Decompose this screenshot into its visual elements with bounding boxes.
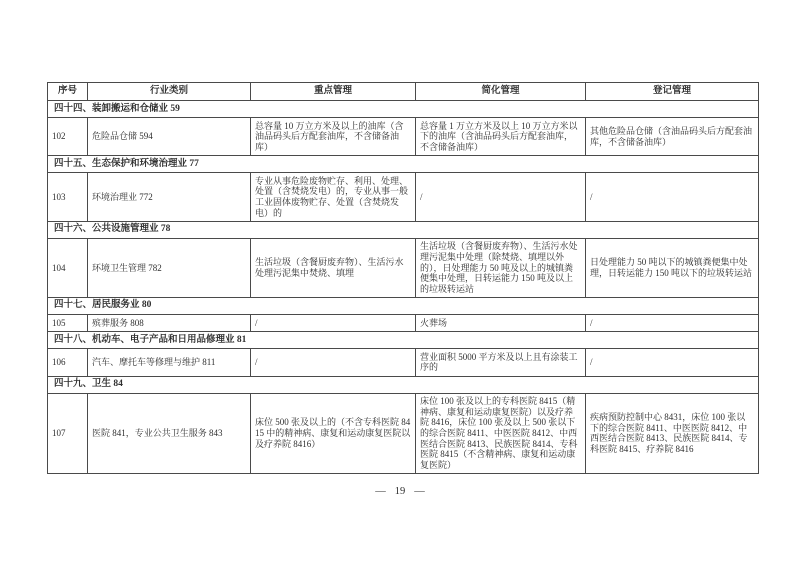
cell-simplified-management: 营业面积 5000 平方米及以上且有涂装工序的 (416, 349, 586, 376)
section-title: 四十五、生态保护和环境治理业 77 (48, 156, 759, 173)
section-title: 四十七、居民服务业 80 (48, 297, 759, 314)
cell-key-management: 床位 500 张及以上的（不含专科医院 8415 中的精神病、康复和运动康复医院以及疗养院 8416） (251, 393, 416, 473)
industry-management-table (47, 82, 759, 474)
cell-key-management: 生活垃圾（含餐厨废弃物）、生活污水处理污泥集中焚烧、填埋 (251, 238, 416, 297)
cell-registration-management: 其他危险品仓储（含油品码头后方配套油库，不含储备油库） (586, 118, 759, 156)
footer-dash-right: — (414, 486, 425, 497)
regulation-table-container (47, 82, 758, 474)
cell-key-management: / (251, 315, 416, 332)
cell-simplified-management: 火葬场 (416, 315, 586, 332)
cell-registration-management: / (586, 349, 759, 376)
table-header-row (48, 83, 759, 101)
cell-registration-management: 日处理能力 50 吨以下的城镇粪便集中处理，日转运能力 150 吨以下的垃圾转运站 (586, 238, 759, 297)
cell-registration-management: / (586, 315, 759, 332)
section-title: 四十六、公共设施管理业 78 (48, 221, 759, 238)
section-row-45 (48, 156, 759, 173)
cell-key-management: 专业从事危险废物贮存、利用、处理、处置（含焚烧发电）的，专业从事一般工业固体废物贮存、处置（含焚烧发电）的 (251, 173, 416, 221)
cell-simplified-management: 床位 100 张及以上的专科医院 8415（精神病、康复和运动康复医院）以及疗养院 8416，床位 100 张及以上 500 张以下的综合医院 8411、中医医院 8412、中西医结合医院 8413、民族医院 8414、专科医院 8415（不含精神病、康复和运动康复医院） (416, 393, 586, 473)
footer-dash-left: — (375, 486, 386, 497)
cell-serial: 105 (48, 315, 88, 332)
cell-registration-management: / (586, 173, 759, 221)
cell-serial: 102 (48, 118, 88, 156)
data-row-102 (48, 118, 759, 156)
cell-serial: 106 (48, 349, 88, 376)
data-row-107 (48, 393, 759, 473)
cell-industry: 汽车、摩托车等修理与维护 811 (88, 349, 251, 376)
cell-key-management: / (251, 349, 416, 376)
cell-simplified-management: 总容量 1 万立方米及以上 10 万立方米以下的油库（含油品码头后方配套油库，不含储备油库） (416, 118, 586, 156)
cell-serial: 104 (48, 238, 88, 297)
section-row-48 (48, 332, 759, 349)
column-header-industry: 行业类别 (88, 83, 251, 101)
cell-key-management: 总容量 10 万立方米及以上的油库（含油品码头后方配套油库，不含储备油库） (251, 118, 416, 156)
cell-simplified-management: 生活垃圾（含餐厨废弃物）、生活污水处理污泥集中处理（除焚烧、填埋以外的），日处理能力 50 吨及以上的城镇粪便集中处理，日转运能力 150 吨及以上的垃圾转运站 (416, 238, 586, 297)
section-row-47 (48, 297, 759, 314)
column-header-simplified-management: 简化管理 (416, 83, 586, 101)
cell-simplified-management: / (416, 173, 586, 221)
data-row-104 (48, 238, 759, 297)
data-row-105 (48, 315, 759, 332)
cell-industry: 医院 841，专业公共卫生服务 843 (88, 393, 251, 473)
section-row-46 (48, 221, 759, 238)
cell-serial: 103 (48, 173, 88, 221)
section-title: 四十四、装卸搬运和仓储业 59 (48, 101, 759, 118)
column-header-serial: 序号 (48, 83, 88, 101)
cell-serial: 107 (48, 393, 88, 473)
column-header-registration-management: 登记管理 (586, 83, 759, 101)
column-header-key-management: 重点管理 (251, 83, 416, 101)
page-number: 19 (394, 486, 406, 497)
cell-registration-management: 疾病预防控制中心 8431，床位 100 张以下的综合医院 8411、中医医院 8412、中西医结合医院 8413、民族医院 8414、专科医院 8415、疗养院 8416 (586, 393, 759, 473)
data-row-106 (48, 349, 759, 376)
section-title: 四十八、机动车、电子产品和日用品修理业 81 (48, 332, 759, 349)
cell-industry: 环境治理业 772 (88, 173, 251, 221)
cell-industry: 环境卫生管理 782 (88, 238, 251, 297)
section-title: 四十九、卫生 84 (48, 376, 759, 393)
data-row-103 (48, 173, 759, 221)
section-row-44 (48, 101, 759, 118)
cell-industry: 危险品仓储 594 (88, 118, 251, 156)
section-row-49 (48, 376, 759, 393)
page-footer (0, 486, 800, 497)
cell-industry: 殡葬服务 808 (88, 315, 251, 332)
